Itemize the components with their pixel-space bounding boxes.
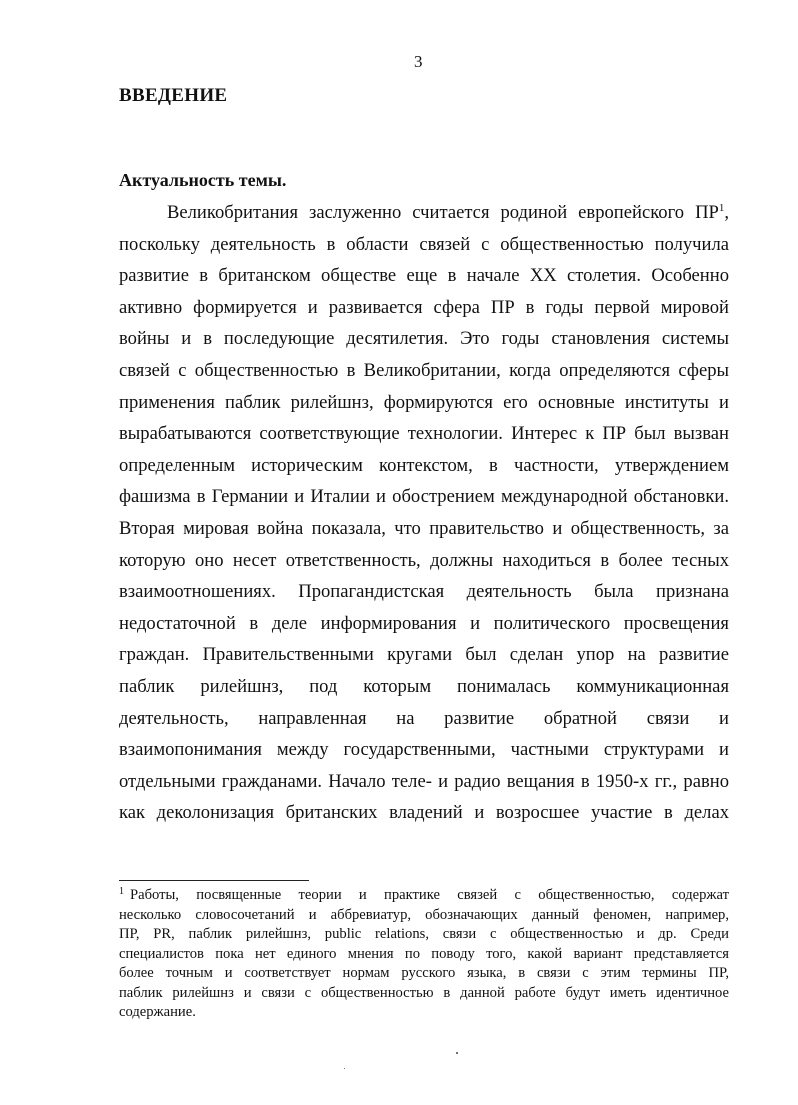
footnote-line: $^1$ Работы, посвященные теории и практике связей с общественностью, содержат xyxy=(119,886,729,903)
paragraph-line: развитие в британском обществе еще в начале XX столетия. Особенно xyxy=(119,265,729,287)
footnote-line: паблик рилейшнз и связи с общественностью в данной работе будут иметь идентичное xyxy=(119,984,729,1001)
paragraph-line: применения паблик рилейшнз, формируются его основные институты и xyxy=(119,391,729,413)
paragraph-line: вырабатываются соответствующие технологии. Интерес к ПР был вызван xyxy=(119,423,729,445)
footnote-reference[interactable]: 1 xyxy=(718,202,725,214)
paragraph-line: Вторая мировая война показала, что правительство и общественность, за xyxy=(119,517,729,539)
paragraph-line: граждан. Правительственными кругами был сделан упор на развитие xyxy=(119,644,729,666)
footnote-divider xyxy=(119,880,309,881)
paragraph-line: деятельность, направленная на развитие обратной связи и xyxy=(119,707,729,729)
footnote-line: содержание. xyxy=(119,1004,196,1020)
paragraph-line: определенным историческим контекстом, в частности, утверждением xyxy=(119,454,729,476)
paragraph-line: паблик рилейшнз, под которым понималась коммуникационная xyxy=(119,675,729,697)
paragraph-line: отдельными гражданами. Начало теле- и радио вещания в 1950-х гг., равно xyxy=(119,770,729,792)
footnote-number: 1 xyxy=(119,886,124,897)
paragraph-line: связей с общественностью в Великобритании, когда определяются сферы xyxy=(119,359,729,381)
scan-speck xyxy=(344,1068,345,1069)
section-title: Актуальность темы. xyxy=(119,170,287,190)
paragraph-line: взаимоотношениях. Пропагандистская деятельность была признана xyxy=(119,581,729,603)
footnote-line: несколько словосочетаний и аббревиатур, обозначающих данный феномен, например, xyxy=(119,906,729,923)
paragraph-line: как деколонизация британских владений и возросшее участие в делах xyxy=(119,802,729,824)
page-title: ВВЕДЕНИЕ xyxy=(119,85,228,106)
paragraph-line: поскольку деятельность в области связей с общественностью получила xyxy=(119,233,729,255)
footnote-line: специалистов пока нет единого мнения по поводу того, какой вариант представляется xyxy=(119,945,729,962)
paragraph-line: взаимопонимания между государственными, частными структурами и xyxy=(119,739,729,761)
paragraph-line: недостаточной в деле информирования и политического просвещения xyxy=(119,612,729,634)
footnote-line: более точным и соответствует нормам русского языка, в связи с этим термины ПР, xyxy=(119,965,729,981)
footnote-line: ПР, PR, паблик рилейшнз, public relations, связи с общественностью и др. Среди xyxy=(119,926,729,942)
scan-speck xyxy=(456,1052,458,1054)
page-number: 3 xyxy=(414,52,423,71)
paragraph-line: Великобритания заслуженно считается родиной европейского $ПР^1$, xyxy=(167,202,729,223)
main-paragraph xyxy=(119,197,729,829)
paragraph-line: войны и в последующие десятилетия. Это годы становления системы xyxy=(119,328,729,350)
paragraph-line: активно формируется и развивается сфера ПР в годы первой мировой xyxy=(119,296,729,318)
paragraph-line: фашизма в Германии и Италии и обострением международной обстановки. xyxy=(119,486,729,508)
footnote xyxy=(119,886,729,1023)
paragraph-line: которую оно несет ответственность, должны находиться в более тесных xyxy=(119,549,729,571)
